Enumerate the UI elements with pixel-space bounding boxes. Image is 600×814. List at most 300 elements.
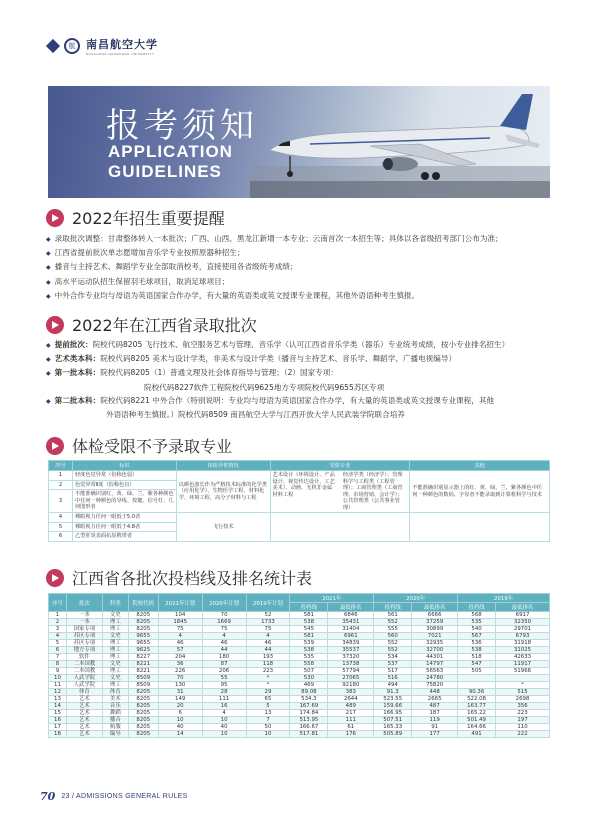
table-cell: 13	[246, 710, 290, 717]
banner-subtitle-line2: GUIDELINES	[108, 162, 222, 181]
table-cell: 537	[374, 661, 412, 668]
table-cell: 217	[328, 710, 374, 717]
column-header: 2020年	[374, 594, 458, 603]
university-name: 南昌航空大学	[86, 38, 158, 51]
table-cell: 2665	[412, 696, 458, 703]
table-cell: 8205	[128, 710, 158, 717]
list-item: ◆ 播音与主持艺术、舞蹈学专业全部取消校考，直接使用各省级统考成绩；	[46, 260, 556, 274]
table-cell: 177	[412, 731, 458, 738]
table-cell: 文史	[102, 612, 128, 619]
table-cell: 149	[158, 696, 202, 703]
table-cell: 不能准确识别显示器上的红、黄、绿、兰、紫各颜色中任何一种颜色的数码、字母者不能录取到计算机科学与技术	[410, 471, 550, 513]
score-table-body	[49, 612, 550, 738]
table-cell: 30899	[412, 626, 458, 633]
batch-label: ◆ 提前批次：	[46, 338, 93, 352]
table-cell: 7021	[412, 633, 458, 640]
table-row	[49, 675, 550, 682]
table-cell: 545	[290, 626, 328, 633]
diamond-icon	[46, 39, 60, 53]
table-cell: 193	[246, 654, 290, 661]
table-cell: 舞蹈	[102, 710, 128, 717]
table-cell: 489	[328, 703, 374, 710]
table-cell: 6	[49, 647, 67, 654]
table-cell: 46	[246, 640, 290, 647]
table-cell: 1	[49, 471, 73, 481]
table-cell: 29	[246, 689, 290, 696]
table-cell: 理工	[102, 682, 128, 689]
section-batches-heading	[46, 313, 257, 336]
table-cell: 51966	[496, 668, 550, 675]
table-cell: 10	[202, 717, 246, 724]
table-cell: 222	[496, 731, 550, 738]
table-cell: 2	[49, 619, 67, 626]
table-cell: 1669	[202, 619, 246, 626]
table-cell: 110	[496, 724, 550, 731]
table-cell: 165.33	[374, 724, 412, 731]
table-cell: 15	[49, 710, 67, 717]
table-cell: 560	[374, 633, 412, 640]
table-cell: 理工	[102, 640, 128, 647]
table-cell: 理工	[102, 626, 128, 633]
table-cell: 2644	[328, 696, 374, 703]
table-cell: 37259	[412, 619, 458, 626]
banner	[48, 86, 550, 198]
table-cell: 166.95	[374, 710, 412, 717]
table-cell: 4	[246, 633, 290, 640]
batch-row	[46, 338, 556, 352]
table-cell: 44	[246, 647, 290, 654]
table-cell: 501.49	[458, 717, 496, 724]
table-cell: 艺术	[66, 710, 102, 717]
table-row	[49, 633, 550, 640]
list-item: ◆ 高水平运动队招生保留羽毛球项目，取消足球项目；	[46, 275, 556, 289]
table-cell: 8205	[128, 717, 158, 724]
column-header: 序号	[49, 461, 73, 471]
list-item: ◆ 江西省提前批次单志愿增加音乐学专业按照原器种招生；	[46, 246, 556, 260]
table-cell: 不能准确识别红、黄、绿、兰、紫各种颜色中任何一种颜色的导线、按键、信号灯、几何图形者	[72, 490, 176, 513]
table-cell: 27065	[328, 675, 374, 682]
table-cell: 二本国教	[66, 668, 102, 675]
table-header-row	[49, 461, 550, 471]
table-cell: 8509	[128, 675, 158, 682]
table-cell: 111	[202, 696, 246, 703]
table-cell: 乙型肝炎表面抗原携带者	[72, 532, 176, 542]
table-cell: 理工	[102, 668, 128, 675]
table-cell: 167.69	[290, 703, 328, 710]
table-cell: 理工	[102, 647, 128, 654]
table-cell: 40	[202, 724, 246, 731]
table-cell: 119	[412, 717, 458, 724]
table-cell: 75820	[412, 682, 458, 689]
section-title: 体检受限不予录取专业	[72, 437, 233, 456]
table-cell: 2698	[496, 696, 550, 703]
table-cell: 75	[158, 626, 202, 633]
batch-label: ◆ 艺术类本科：	[46, 352, 100, 366]
table-cell: 艺术	[66, 717, 102, 724]
table-cell: 70	[158, 675, 202, 682]
table-cell: 534.3	[290, 696, 328, 703]
anniversary-badge: 70	[40, 790, 56, 803]
table-cell: 507.51	[374, 717, 412, 724]
column-header: 受限专业	[270, 461, 410, 471]
batch-text: 院校代码8205 美术与设计学类，非美术与设计学类（播音与主持艺术、音乐学、舞蹈学、广播电视编导）	[100, 354, 457, 364]
table-row	[49, 513, 550, 523]
table-cell: 4	[49, 513, 73, 523]
table-cell: 523.55	[374, 696, 412, 703]
batch-row	[46, 408, 556, 421]
table-cell: 92180	[328, 682, 374, 689]
table-cell: 530	[290, 675, 328, 682]
university-name-block	[86, 36, 158, 56]
table-cell: 一本	[66, 612, 102, 619]
table-cell: 18	[49, 731, 67, 738]
table-cell: 人武学院	[66, 682, 102, 689]
table-cell: 204	[158, 654, 202, 661]
table-cell: 5	[49, 640, 67, 647]
table-cell: 11	[49, 682, 67, 689]
table-cell: 8205	[128, 703, 158, 710]
table-cell: 8205	[128, 724, 158, 731]
table-cell: 一本	[66, 619, 102, 626]
table-cell: 4	[202, 710, 246, 717]
table-cell: 理工	[102, 619, 128, 626]
table-cell: 165.22	[458, 710, 496, 717]
table-cell: 568	[458, 612, 496, 619]
table-cell: 581	[290, 633, 328, 640]
table-cell: 180	[202, 654, 246, 661]
logo-char: 航	[68, 42, 76, 50]
table-row	[49, 668, 550, 675]
list-item: ◆ 中外合作专业均与母语为英语国家合作办学，有大量的英语类或英文授课专业课程，其他外语语种考生慎报。	[46, 289, 556, 303]
column-header: 最低排名	[328, 603, 374, 612]
table-cell: 91	[412, 724, 458, 731]
table-cell: 36	[158, 661, 202, 668]
table-cell: 3	[49, 626, 67, 633]
table-cell: 色觉异常Ⅱ度（俗称色盲）	[72, 480, 176, 490]
column-header: 体检异常情况	[176, 461, 270, 471]
play-icon	[46, 209, 64, 227]
table-cell: 6793	[496, 633, 550, 640]
column-header: 2020年计划	[202, 594, 246, 612]
table-cell: 130	[158, 682, 202, 689]
batch-row	[46, 394, 556, 408]
table-cell: 558	[290, 661, 328, 668]
play-icon	[46, 569, 64, 587]
table-cell: 7	[246, 717, 290, 724]
column-header: 其他	[410, 461, 550, 471]
table-cell: 518	[458, 654, 496, 661]
table-cell: 31404	[328, 626, 374, 633]
table-cell: 软件	[66, 654, 102, 661]
table-cell: 人武学院	[66, 675, 102, 682]
table-cell: 轻度色觉异常（俗称色弱）	[72, 471, 176, 481]
table-cell: 8205	[128, 696, 158, 703]
table-cell: 44301	[412, 654, 458, 661]
table-cell: 6666	[412, 612, 458, 619]
table-cell: 11917	[496, 661, 550, 668]
table-cell	[270, 513, 410, 542]
table-cell: *	[496, 682, 550, 689]
table-cell: 8205	[128, 689, 158, 696]
table-cell: 111	[328, 717, 374, 724]
table-cell: 14797	[412, 661, 458, 668]
table-cell: 12	[49, 689, 67, 696]
medical-restriction-table	[48, 460, 550, 542]
column-header: 最低排名	[496, 603, 550, 612]
table-cell: 20	[158, 703, 202, 710]
table-row	[49, 703, 550, 710]
table-cell	[458, 682, 496, 689]
batch-text: 外语语种考生慎报。）院校代码8509 南昌航空大学与江西开放大学人民武装学院联合培养	[106, 410, 405, 420]
column-header: 投档线	[458, 603, 496, 612]
table-cell: 555	[374, 626, 412, 633]
table-cell: 10	[158, 717, 202, 724]
table-cell: 197	[496, 717, 550, 724]
table-cell: 223	[246, 668, 290, 675]
table-cell: 9625	[128, 647, 158, 654]
table-cell: 159.66	[374, 703, 412, 710]
table-cell: 44	[202, 647, 246, 654]
table-cell: 16	[49, 717, 67, 724]
restricted-majors	[273, 472, 408, 511]
table-row	[49, 724, 550, 731]
column-header: 序号	[49, 594, 67, 612]
table-cell: 32350	[496, 619, 550, 626]
table-row	[49, 640, 550, 647]
table-cell: 505	[458, 668, 496, 675]
table-cell: 70	[202, 612, 246, 619]
table-cell: 187	[412, 710, 458, 717]
table-cell: 164.66	[458, 724, 496, 731]
table-cell: 9	[49, 668, 67, 675]
airplane-image	[250, 86, 550, 198]
restricted-majors-1: 艺术设计（环境设计、产品设计、视觉传达设计、工艺美术）、动画、无机非金属材料工程	[272, 472, 335, 498]
table-cell: 494	[374, 682, 412, 689]
table-cell: 535	[458, 619, 496, 626]
table-row	[49, 682, 550, 689]
table-cell: 561	[374, 612, 412, 619]
table-cell: 文史	[102, 633, 128, 640]
table-cell: 34839	[328, 640, 374, 647]
banner-title: 报考须知	[106, 106, 258, 146]
table-cell: 1	[49, 612, 67, 619]
table-cell: 487	[412, 703, 458, 710]
table-cell: 29701	[496, 626, 550, 633]
table-cell: 文史	[102, 661, 128, 668]
batch-text: 院校代码8227软件工程院校代码9625地方专项院校代码9655苏区专项	[144, 382, 385, 392]
column-header: 最低排名	[412, 603, 458, 612]
table-cell: 苏区专项	[66, 640, 102, 647]
table-cell: 24780	[412, 675, 458, 682]
table-cell: 539	[290, 640, 328, 647]
table-cell: 艺术	[66, 731, 102, 738]
table-row	[49, 661, 550, 668]
table-cell: 163.77	[458, 703, 496, 710]
table-cell: 538	[290, 619, 328, 626]
table-cell: 61	[328, 724, 374, 731]
table-row	[49, 619, 550, 626]
table-cell: 223	[496, 710, 550, 717]
table-cell: 513.95	[290, 717, 328, 724]
table-cell: 581	[290, 612, 328, 619]
table-cell: 517	[374, 668, 412, 675]
section-scores-heading	[46, 566, 312, 589]
table-cell: 2	[49, 480, 73, 490]
table-cell: 50	[246, 724, 290, 731]
table-cell	[410, 513, 550, 542]
column-header: 科类	[102, 594, 128, 612]
column-header: 2019年	[458, 594, 550, 603]
table-row	[49, 626, 550, 633]
table-cell: 37320	[328, 654, 374, 661]
table-cell: 89.08	[290, 689, 328, 696]
batch-text: 院校代码8205（1）普通文理及社会体育指导与管理；（2）国家专项：	[100, 368, 338, 378]
table-cell: 3	[49, 490, 73, 513]
table-cell: 体育	[102, 689, 128, 696]
table-cell: 535	[290, 654, 328, 661]
table-cell: 8205	[128, 626, 158, 633]
table-cell: 8221	[128, 661, 158, 668]
table-cell: 4	[49, 633, 67, 640]
table-cell: 31	[158, 689, 202, 696]
table-cell: 32700	[412, 647, 458, 654]
restricted-majors-2: 经济学类（经济学）；管理科学与工程类（工程管理）；工商管理类（工商管理、市场营销、会计学）；公共管理类（公共事业管理）	[342, 472, 403, 511]
table-cell: 46	[158, 640, 202, 647]
table-cell: 理工	[102, 654, 128, 661]
university-logo	[64, 38, 80, 54]
play-icon	[46, 437, 64, 455]
score-table	[48, 593, 550, 738]
table-cell: 8221	[128, 668, 158, 675]
table-cell: 9655	[128, 640, 158, 647]
batch-row	[46, 352, 556, 366]
table-cell: 166.67	[290, 724, 328, 731]
table-cell: 播音	[102, 717, 128, 724]
section-medical-heading	[46, 434, 232, 457]
table-cell: 507	[290, 668, 328, 675]
table-cell: 75	[202, 626, 246, 633]
column-header: 2021年	[290, 594, 374, 603]
table-cell: 383	[328, 689, 374, 696]
table-cell: 8509	[128, 682, 158, 689]
column-header: 院校代码	[128, 594, 158, 612]
table-cell: 42633	[496, 654, 550, 661]
table-cell	[458, 675, 496, 682]
table-row	[49, 710, 550, 717]
table-row	[49, 717, 550, 724]
table-cell: 515	[496, 689, 550, 696]
table-cell: 517.81	[290, 731, 328, 738]
table-cell: 10	[49, 675, 67, 682]
table-cell: 95	[202, 682, 246, 689]
batch-text: 院校代码8221 中外合作（特别说明：专业均与母语为英语国家合作办学，有大量的英语类或英文授课专业课程，其他	[100, 395, 495, 405]
reminder-list	[46, 232, 556, 303]
table-cell: 55	[202, 675, 246, 682]
table-cell: 176	[328, 731, 374, 738]
table-cell: 8205	[128, 619, 158, 626]
table-cell: 国家专项	[66, 626, 102, 633]
table-cell: 裸眼视力任何一眼低于4.8者	[72, 522, 176, 532]
table-cell: 552	[374, 619, 412, 626]
table-cell: 505.89	[374, 731, 412, 738]
batch-text: 院校代码8205 飞行技术、航空服务艺术与管理、音乐学（认可江西省音乐学类（器乐）专业统考成绩，按小专业排名招生）	[92, 340, 510, 349]
section-title: 2022年招生重要提醒	[72, 209, 225, 228]
table-cell: 65	[246, 696, 290, 703]
table-cell: 编导	[102, 731, 128, 738]
table-cell: 540	[458, 626, 496, 633]
table-cell: 552	[374, 640, 412, 647]
column-header: 2019年计划	[246, 594, 290, 612]
section-title: 2022年在江西省录取批次	[72, 316, 257, 335]
section-title: 江西省各批次投档线及排名统计表	[72, 569, 313, 588]
table-cell: 491	[458, 731, 496, 738]
table-cell: 10	[246, 731, 290, 738]
table-cell: 118	[246, 661, 290, 668]
table-row	[49, 612, 550, 619]
table-cell: 46	[202, 640, 246, 647]
column-header: 投档线	[374, 603, 412, 612]
table-row	[49, 654, 550, 661]
banner-subtitle	[108, 142, 233, 182]
table-cell: 9655	[128, 633, 158, 640]
table-cell: 1733	[246, 619, 290, 626]
table-cell: 14	[158, 731, 202, 738]
table-cell: 6846	[328, 612, 374, 619]
table-cell: 6	[158, 710, 202, 717]
table-cell: 航服	[102, 724, 128, 731]
table-cell: 艺术	[66, 696, 102, 703]
table-cell: 8205	[128, 612, 158, 619]
column-header: 批次	[66, 594, 102, 612]
table-cell: 16	[202, 703, 246, 710]
table-cell: 448	[412, 689, 458, 696]
table-cell: 4	[202, 633, 246, 640]
table-row	[49, 471, 550, 481]
table-cell: 56563	[412, 668, 458, 675]
list-item: ◆ 录取批次调整：甘肃整体转入一本批次；广西、山西、黑龙江新增一本专业；云南首次一本招生等；具体以各省级招考部门公布为准；	[46, 232, 556, 246]
table-cell: 体育	[66, 689, 102, 696]
page-number-label: 23 / ADMISSIONS GENERAL RULES	[61, 793, 188, 800]
page-header	[48, 36, 158, 56]
table-cell: 二本国教	[66, 661, 102, 668]
section-reminders-heading	[46, 206, 225, 229]
table-cell: 6917	[496, 612, 550, 619]
table-cell: 17	[49, 724, 67, 731]
table-cell: 87	[202, 661, 246, 668]
banner-subtitle-line1: APPLICATION	[108, 142, 233, 161]
table-cell: 57794	[328, 668, 374, 675]
table-cell: 538	[458, 647, 496, 654]
table-cell: 522.08	[458, 696, 496, 703]
table-cell: 1845	[158, 619, 202, 626]
table-cell: 艺术	[66, 724, 102, 731]
table-row	[49, 647, 550, 654]
table-cell: 35537	[328, 647, 374, 654]
table-cell: 174.84	[290, 710, 328, 717]
table-cell: 13	[49, 696, 67, 703]
table-header-row	[49, 594, 550, 603]
page-footer	[40, 790, 188, 803]
table-cell: 8	[49, 661, 67, 668]
table-cell: 31025	[496, 647, 550, 654]
play-icon	[46, 316, 64, 334]
table-row	[49, 689, 550, 696]
column-header: 投档线	[290, 603, 328, 612]
table-cell: 13738	[328, 661, 374, 668]
table-cell: 469	[290, 682, 328, 689]
table-cell: 536	[458, 640, 496, 647]
table-cell: 547	[458, 661, 496, 668]
